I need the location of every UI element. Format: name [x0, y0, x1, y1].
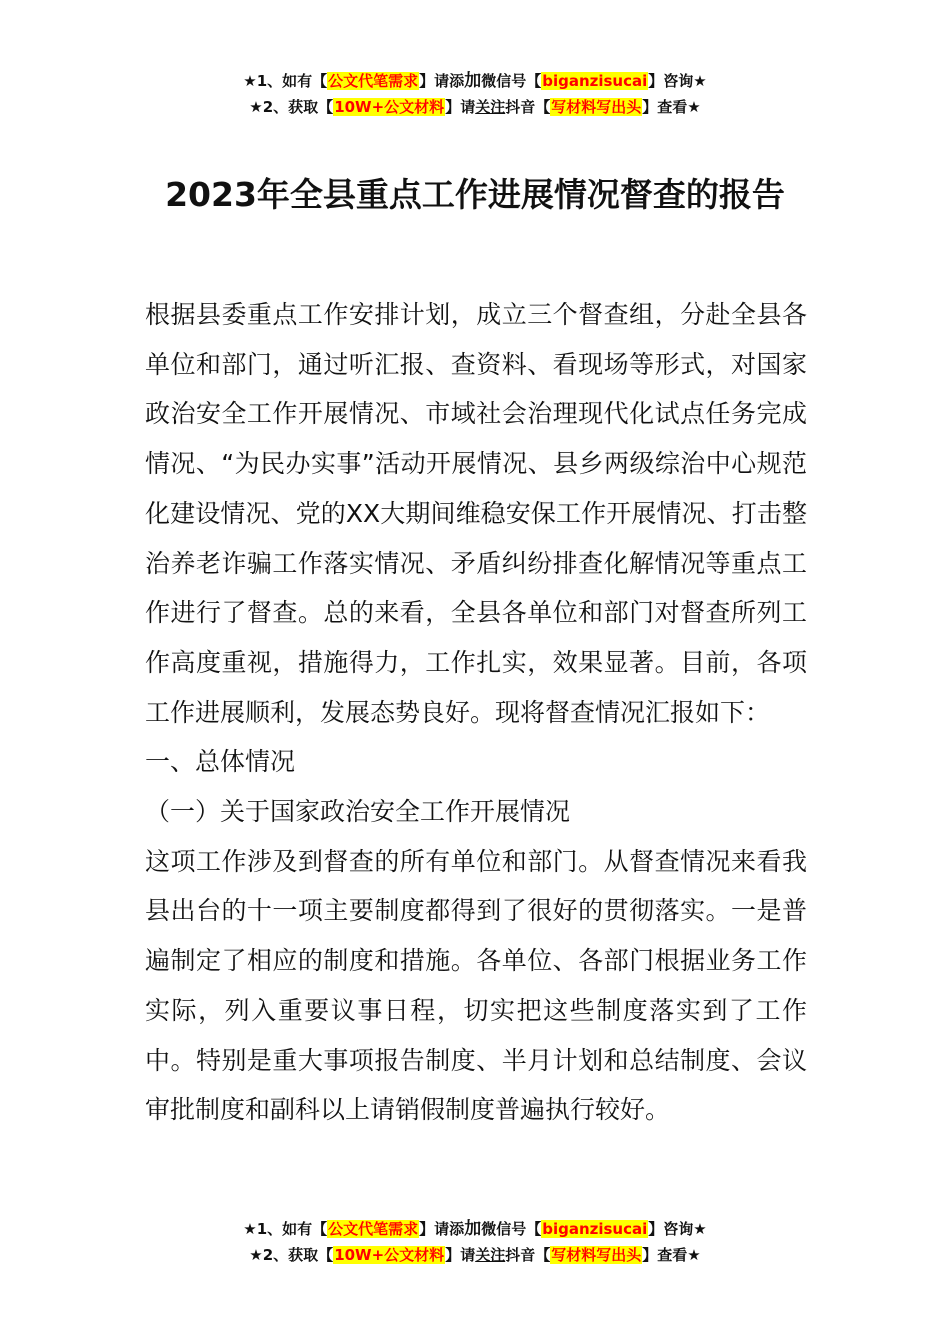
promo-text: ★1、如有【 — [243, 72, 328, 90]
promo-text: 】查看★ — [642, 98, 701, 116]
promo-highlight: 10W+公文材料 — [334, 98, 445, 116]
promo-text: 】请添 — [419, 1220, 465, 1238]
promo-text: ★2、获取【 — [249, 1246, 334, 1264]
promo-highlight: 公文代笔需求 — [328, 1220, 419, 1238]
promo-text: 微信号【 — [481, 72, 542, 90]
promo-highlight: 写材料写出头 — [551, 1246, 642, 1264]
promo-text: 】查看★ — [642, 1246, 701, 1264]
promo-line-2 — [0, 94, 950, 120]
promo-text: 】请 — [445, 1246, 476, 1264]
promo-banner-top — [0, 68, 950, 120]
paragraph: 这项工作涉及到督查的所有单位和部门。从督查情况来看我县出台的十一项主要制度都得到了很好的贯彻落实。一是普遍制定了相应的制度和措施。各单位、各部门根据业务工作实际，列入重要议事日程，切实把这些制度落实到了工作中。特别是重大事项报告制度、半月计划和总结制度、会议审批制度和副科以上请销假制度普遍执行较好。 — [145, 846, 807, 1125]
promo-line-1 — [0, 1216, 950, 1242]
promo-highlight: biganzisucai — [542, 72, 648, 90]
promo-line-2 — [0, 1242, 950, 1268]
promo-text: 加 — [464, 1219, 482, 1239]
promo-text: 】请添 — [419, 72, 465, 90]
promo-line-1 — [0, 68, 950, 94]
promo-text: ★2、获取【 — [249, 98, 334, 116]
subsection-heading: （一）关于国家政治安全工作开展情况 — [145, 797, 571, 827]
promo-text: 】请 — [445, 98, 476, 116]
promo-text: 关注 — [475, 98, 506, 116]
promo-text: 关注 — [475, 1246, 506, 1264]
promo-highlight: 10W+公文材料 — [334, 1246, 445, 1264]
promo-text: 加 — [464, 71, 482, 91]
promo-text: 抖音【 — [505, 1246, 551, 1264]
promo-text: ★1、如有【 — [243, 1220, 328, 1238]
promo-text: 微信号【 — [481, 1220, 542, 1238]
promo-text: 】咨询★ — [648, 1220, 707, 1238]
promo-text: 抖音【 — [505, 98, 551, 116]
promo-highlight: biganzisucai — [542, 1220, 648, 1238]
paragraph: 根据县委重点工作安排计划，成立三个督查组，分赴全县各单位和部门，通过听汇报、查资料、看现场等形式，对国家政治安全工作开展情况、市域社会治理现代化试点任务完成情况、“为民办实事”活动开展情况、县乡两级综治中心规范化建设情况、党的XX大期间维稳安保工作开展情况、打击整治养老诈骗工作落实情况、矛盾纠纷排查化解情况等重点工作进行了督查。总的来看，全县各单位和部门对督查所列工作高度重视，措施得力，工作扎实，效果显著。目前，各项工作进展顺利，发展态势良好。现将督查情况汇报如下： — [145, 300, 807, 727]
section-heading: 一、总体情况 — [145, 747, 296, 777]
promo-text: 】咨询★ — [648, 72, 707, 90]
promo-banner-bottom — [0, 1216, 950, 1268]
document-body — [145, 290, 807, 1135]
promo-highlight: 写材料写出头 — [551, 98, 642, 116]
document-title: 2023年全县重点工作进展情况督查的报告 — [165, 175, 785, 215]
promo-highlight: 公文代笔需求 — [328, 72, 419, 90]
